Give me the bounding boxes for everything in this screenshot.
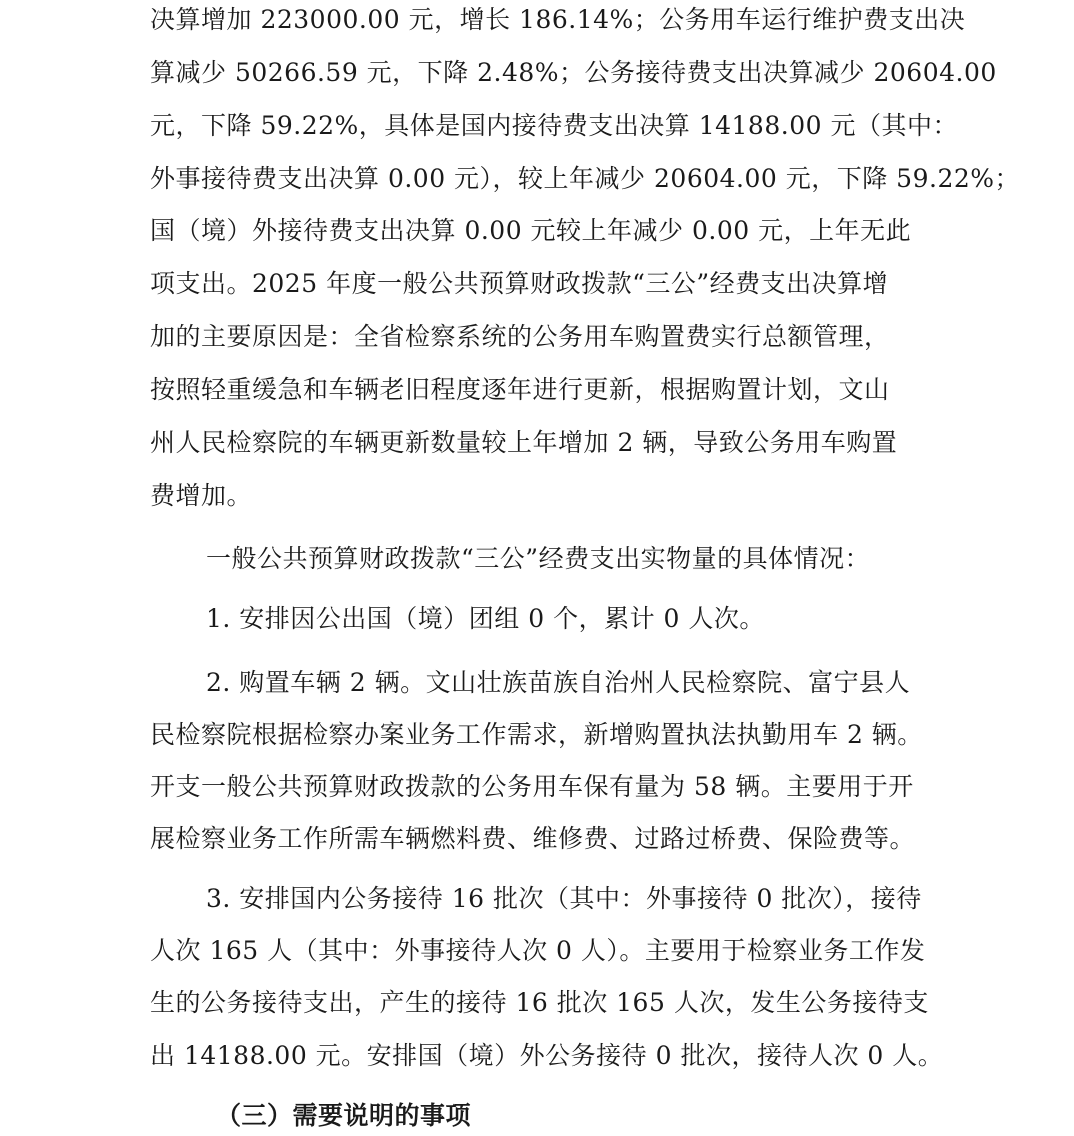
text-line: 费增加。 <box>150 481 253 510</box>
text-line: 出 14188.00 元。安排国（境）外公务接待 0 批次，接待人次 0 人。 <box>150 1041 944 1070</box>
text-line: 项支出。2025 年度一般公共预算财政拨款“三公”经费支出决算增 <box>150 269 889 298</box>
text-line: 人次 165 人（其中：外事接待人次 0 人）。主要用于检察业务工作发 <box>150 936 926 965</box>
text-line: 国（境）外接待费支出决算 0.00 元较上年减少 0.00 元，上年无此 <box>150 216 912 245</box>
text-line: 生的公务接待支出，产生的接待 16 批次 165 人次，发生公务接待支 <box>150 988 929 1017</box>
section-heading: （三）需要说明的事项 <box>216 1101 472 1130</box>
text-line: 外事接待费支出决算 0.00 元），较上年减少 20604.00 元，下降 59.22%； <box>150 164 1021 193</box>
list-item-3: 3. 安排国内公务接待 16 批次（其中：外事接待 0 批次），接待 <box>206 884 922 913</box>
list-item-2: 2. 购置车辆 2 辆。文山壮族苗族自治州人民检察院、富宁县人 <box>206 668 911 697</box>
text-line: 元，下降 59.22%，具体是国内接待费支出决算 14188.00 元（其中： <box>150 111 958 140</box>
paragraph-intro: 一般公共预算财政拨款“三公”经费支出实物量的具体情况： <box>206 544 871 573</box>
text-line: 州人民检察院的车辆更新数量较上年增加 2 辆，导致公务用车购置 <box>150 428 898 457</box>
text-line: 加的主要原因是：全省检察系统的公务用车购置费实行总额管理， <box>150 322 890 351</box>
list-item-1: 1. 安排因公出国（境）团组 0 个，累计 0 人次。 <box>206 604 765 633</box>
text-line: 算减少 50266.59 元，下降 2.48%；公务接待费支出决算减少 20604.00 <box>150 58 997 87</box>
text-line: 开支一般公共预算财政拨款的公务用车保有量为 58 辆。主要用于开 <box>150 772 914 801</box>
text-line: 展检察业务工作所需车辆燃料费、维修费、过路过桥费、保险费等。 <box>150 824 916 853</box>
text-line: 民检察院根据检察办案业务工作需求，新增购置执法执勤用车 2 辆。 <box>150 720 923 749</box>
text-line: 按照轻重缓急和车辆老旧程度逐年进行更新，根据购置计划，文山 <box>150 375 890 404</box>
text-line: 决算增加 223000.00 元，增长 186.14%；公务用车运行维护费支出决 <box>150 5 966 34</box>
